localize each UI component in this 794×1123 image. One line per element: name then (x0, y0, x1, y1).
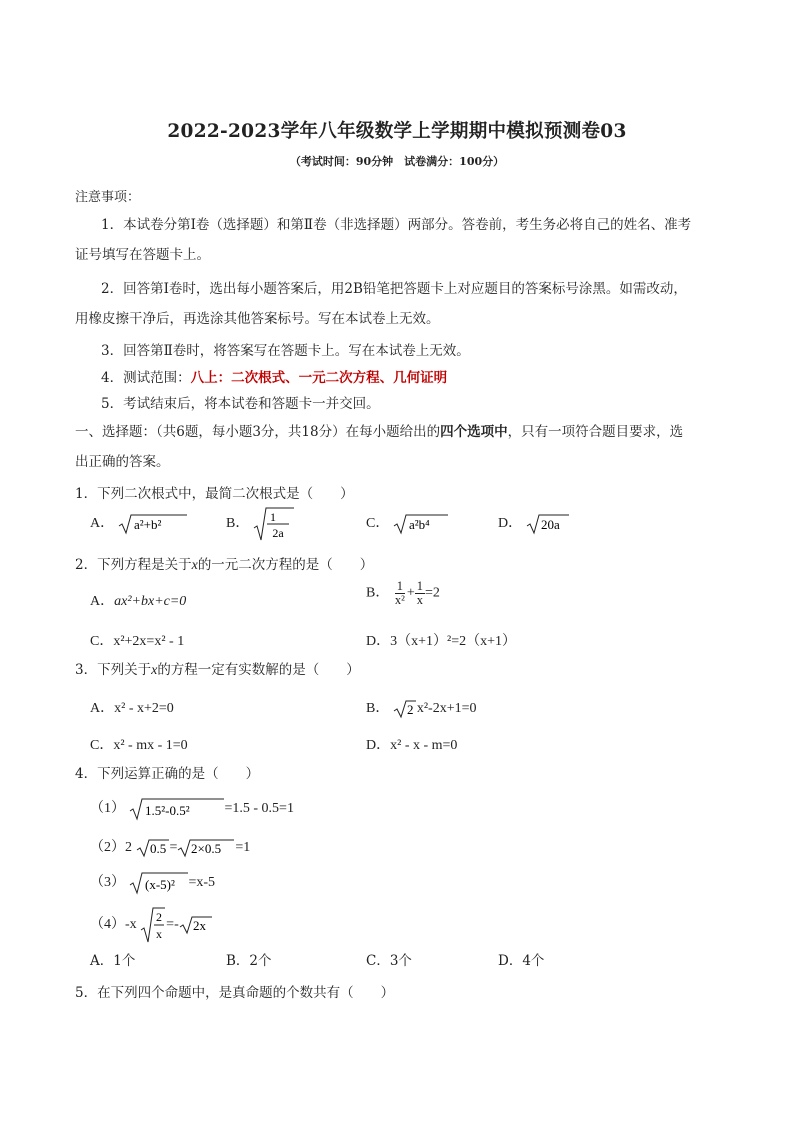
q4-option-d: D．4个 (498, 953, 545, 969)
q3-option-a (90, 697, 174, 717)
q2-stem-b: 的一元二次方程的是（ ） (197, 557, 374, 573)
q1-b-den: 2a (272, 526, 284, 540)
q2-b-den2: x (416, 593, 423, 607)
q3-option-b (366, 697, 477, 719)
fraction (393, 580, 407, 607)
q4-i1-label: （1） (90, 801, 125, 817)
q1-option-a (90, 512, 188, 535)
q1-b-num: 1 (269, 510, 276, 524)
q1-d-radicand: 20a (540, 516, 560, 532)
q2-b-label: B． (366, 585, 390, 601)
section-1-intro (75, 424, 683, 440)
q4-i3-tail: =x-5 (188, 875, 216, 891)
q4-item-2 (90, 836, 250, 858)
q4-i2-label: （2） (90, 840, 125, 855)
q4-item-3 (90, 871, 215, 895)
q4-i1-tail: =1.5 - 0.5=1 (224, 801, 294, 817)
q1-option-c (366, 512, 449, 535)
q4-i3-label: （3） (90, 875, 125, 891)
q2-b-num2: 1 (416, 579, 423, 593)
q3-d-expr: x² - x - m=0 (390, 738, 458, 753)
q4-i2-tail: =1 (235, 840, 251, 855)
q2-stem-x: x (191, 558, 198, 573)
q2-stem (75, 557, 373, 574)
sqrt-icon (177, 838, 235, 858)
sqrt-icon (118, 513, 188, 535)
q2-stem-a: 2．下列方程是关于 (75, 557, 192, 573)
q4-i4-pre: -x (125, 917, 137, 933)
note-1b: 证号填写在答题卡上。 (75, 247, 210, 263)
note-1a: 1．本试卷分第Ⅰ卷（选择题）和第Ⅱ卷（非选择题）两部分。答卷前，考生务必将自己的姓名、准考 (101, 217, 692, 233)
q3-c-expr: x² - mx - 1=0 (113, 738, 188, 753)
q3-c-label: C． (90, 738, 114, 753)
q2-c-label: C． (90, 634, 114, 649)
note-2a: 2．回答第Ⅰ卷时，选出每小题答案后，用2B铅笔把答题卡上对应题目的答案标号涂黑。如需改动， (101, 281, 687, 297)
page-title: 2022-2023学年八年级数学上学期期中模拟预测卷03 (167, 121, 627, 142)
sqrt-icon (253, 506, 295, 542)
q2-d-label: D． (366, 634, 391, 649)
q3-a-label: A． (90, 701, 115, 716)
q2-option-b (366, 580, 440, 607)
q2-option-a (90, 590, 186, 610)
test-scope: 八上：二次根式、一元二次方程、几何证明 (190, 370, 448, 386)
q4-option-c: C．3个 (366, 953, 412, 969)
sqrt-icon (526, 513, 570, 535)
note-4 (101, 370, 447, 386)
q5-stem: 5．在下列四个命题中，是真命题的个数共有（ ） (75, 985, 395, 1001)
q2-b-plus: + (406, 585, 415, 601)
section-1-text-bold: 四个选项中 (440, 424, 508, 440)
section-1-intro-2: 出正确的答案。 (75, 454, 170, 470)
q3-a-expr: x² - x+2=0 (114, 701, 174, 716)
q1-b-label: B． (226, 516, 250, 532)
q1-d-label: D． (498, 516, 523, 531)
note-5: 5．考试结束后，将本试卷和答题卡一并交回。 (101, 396, 380, 412)
note-3: 3．回答第Ⅱ卷时，将答案写在答题卡上。写在本试卷上无效。 (101, 343, 470, 359)
q3-option-c (90, 734, 188, 754)
q2-option-c (90, 630, 184, 650)
q3-b-label: B． (366, 701, 390, 716)
sqrt-icon (393, 699, 417, 719)
q2-b-den1: x² (394, 593, 405, 607)
note-4-prefix: 4．测试范围： (101, 370, 191, 386)
q4-i2-pre: 2 (125, 840, 132, 855)
q3-b-radicand: 2 (406, 701, 414, 717)
q4-i1-radicand: 1.5²-0.5² (144, 803, 190, 818)
section-1-text-c: ，只有一项符合题目要求，选 (507, 424, 684, 440)
q4-i4-num: 2 (156, 910, 163, 924)
q1-c-radicand: a²b⁴ (408, 516, 430, 532)
q4-i4-mid: =- (166, 917, 179, 933)
q1-option-b (226, 506, 295, 542)
sqrt-icon (129, 797, 225, 821)
q4-i2-radicand1: 0.5 (149, 840, 166, 856)
q3-stem (75, 662, 360, 679)
q3-stem-x: x (151, 663, 158, 678)
sqrt-icon (136, 838, 170, 858)
q4-i4-label: （4） (90, 917, 125, 933)
section-1-text-a: 一、选择题：（共6题，每小题3分，共18分）在每小题给出的 (75, 424, 441, 440)
q3-d-label: D． (366, 738, 391, 753)
q4-stem: 4．下列运算正确的是（ ） (75, 766, 260, 782)
q4-i4-den: x (156, 927, 163, 941)
q1-option-d (498, 512, 570, 535)
exam-meta: （考试时间：90分钟 试卷满分：100分） (289, 155, 505, 168)
q4-i2-radicand2: 2×0.5 (191, 840, 222, 856)
q4-item-4 (90, 906, 213, 944)
sqrt-icon (129, 871, 189, 895)
q3-stem-b: 的方程一定有实数解的是（ ） (157, 662, 360, 678)
q4-i4-radicand: 2x (192, 918, 206, 933)
fraction (415, 580, 425, 607)
q3-b-tail: x²-2x+1=0 (416, 701, 477, 716)
sqrt-icon (393, 513, 449, 535)
q1-c-label: C． (366, 516, 390, 531)
sqrt-icon (179, 915, 213, 935)
q4-i2-mid: = (169, 840, 178, 855)
q1-a-radicand: a²+b² (133, 516, 162, 532)
q4-option-b: B．2个 (226, 953, 272, 969)
q4-option-a: A．1个 (90, 953, 136, 969)
sqrt-icon (140, 906, 166, 944)
q2-b-num1: 1 (396, 579, 403, 593)
q4-item-1 (90, 797, 294, 821)
q2-a-expr: ax²+bx+c=0 (114, 594, 187, 609)
q1-stem: 1．下列二次根式中，最简二次根式是（ ） (75, 486, 354, 502)
q3-stem-a: 3．下列关于 (75, 662, 152, 678)
q2-b-eq: =2 (425, 585, 440, 601)
q3-option-d (366, 734, 457, 754)
q2-a-label: A． (90, 594, 115, 609)
q2-d-expr: 3（x+1）²=2（x+1） (390, 634, 517, 649)
q2-c-expr: x²+2x=x² - 1 (113, 634, 185, 649)
q4-i3-radicand: (x-5)² (144, 877, 175, 892)
q2-option-d (366, 630, 516, 650)
notes-heading: 注意事项： (75, 190, 141, 205)
q1-a-label: A． (90, 516, 115, 531)
note-2b: 用橡皮擦干净后，再选涂其他答案标号。写在本试卷上无效。 (75, 311, 440, 327)
